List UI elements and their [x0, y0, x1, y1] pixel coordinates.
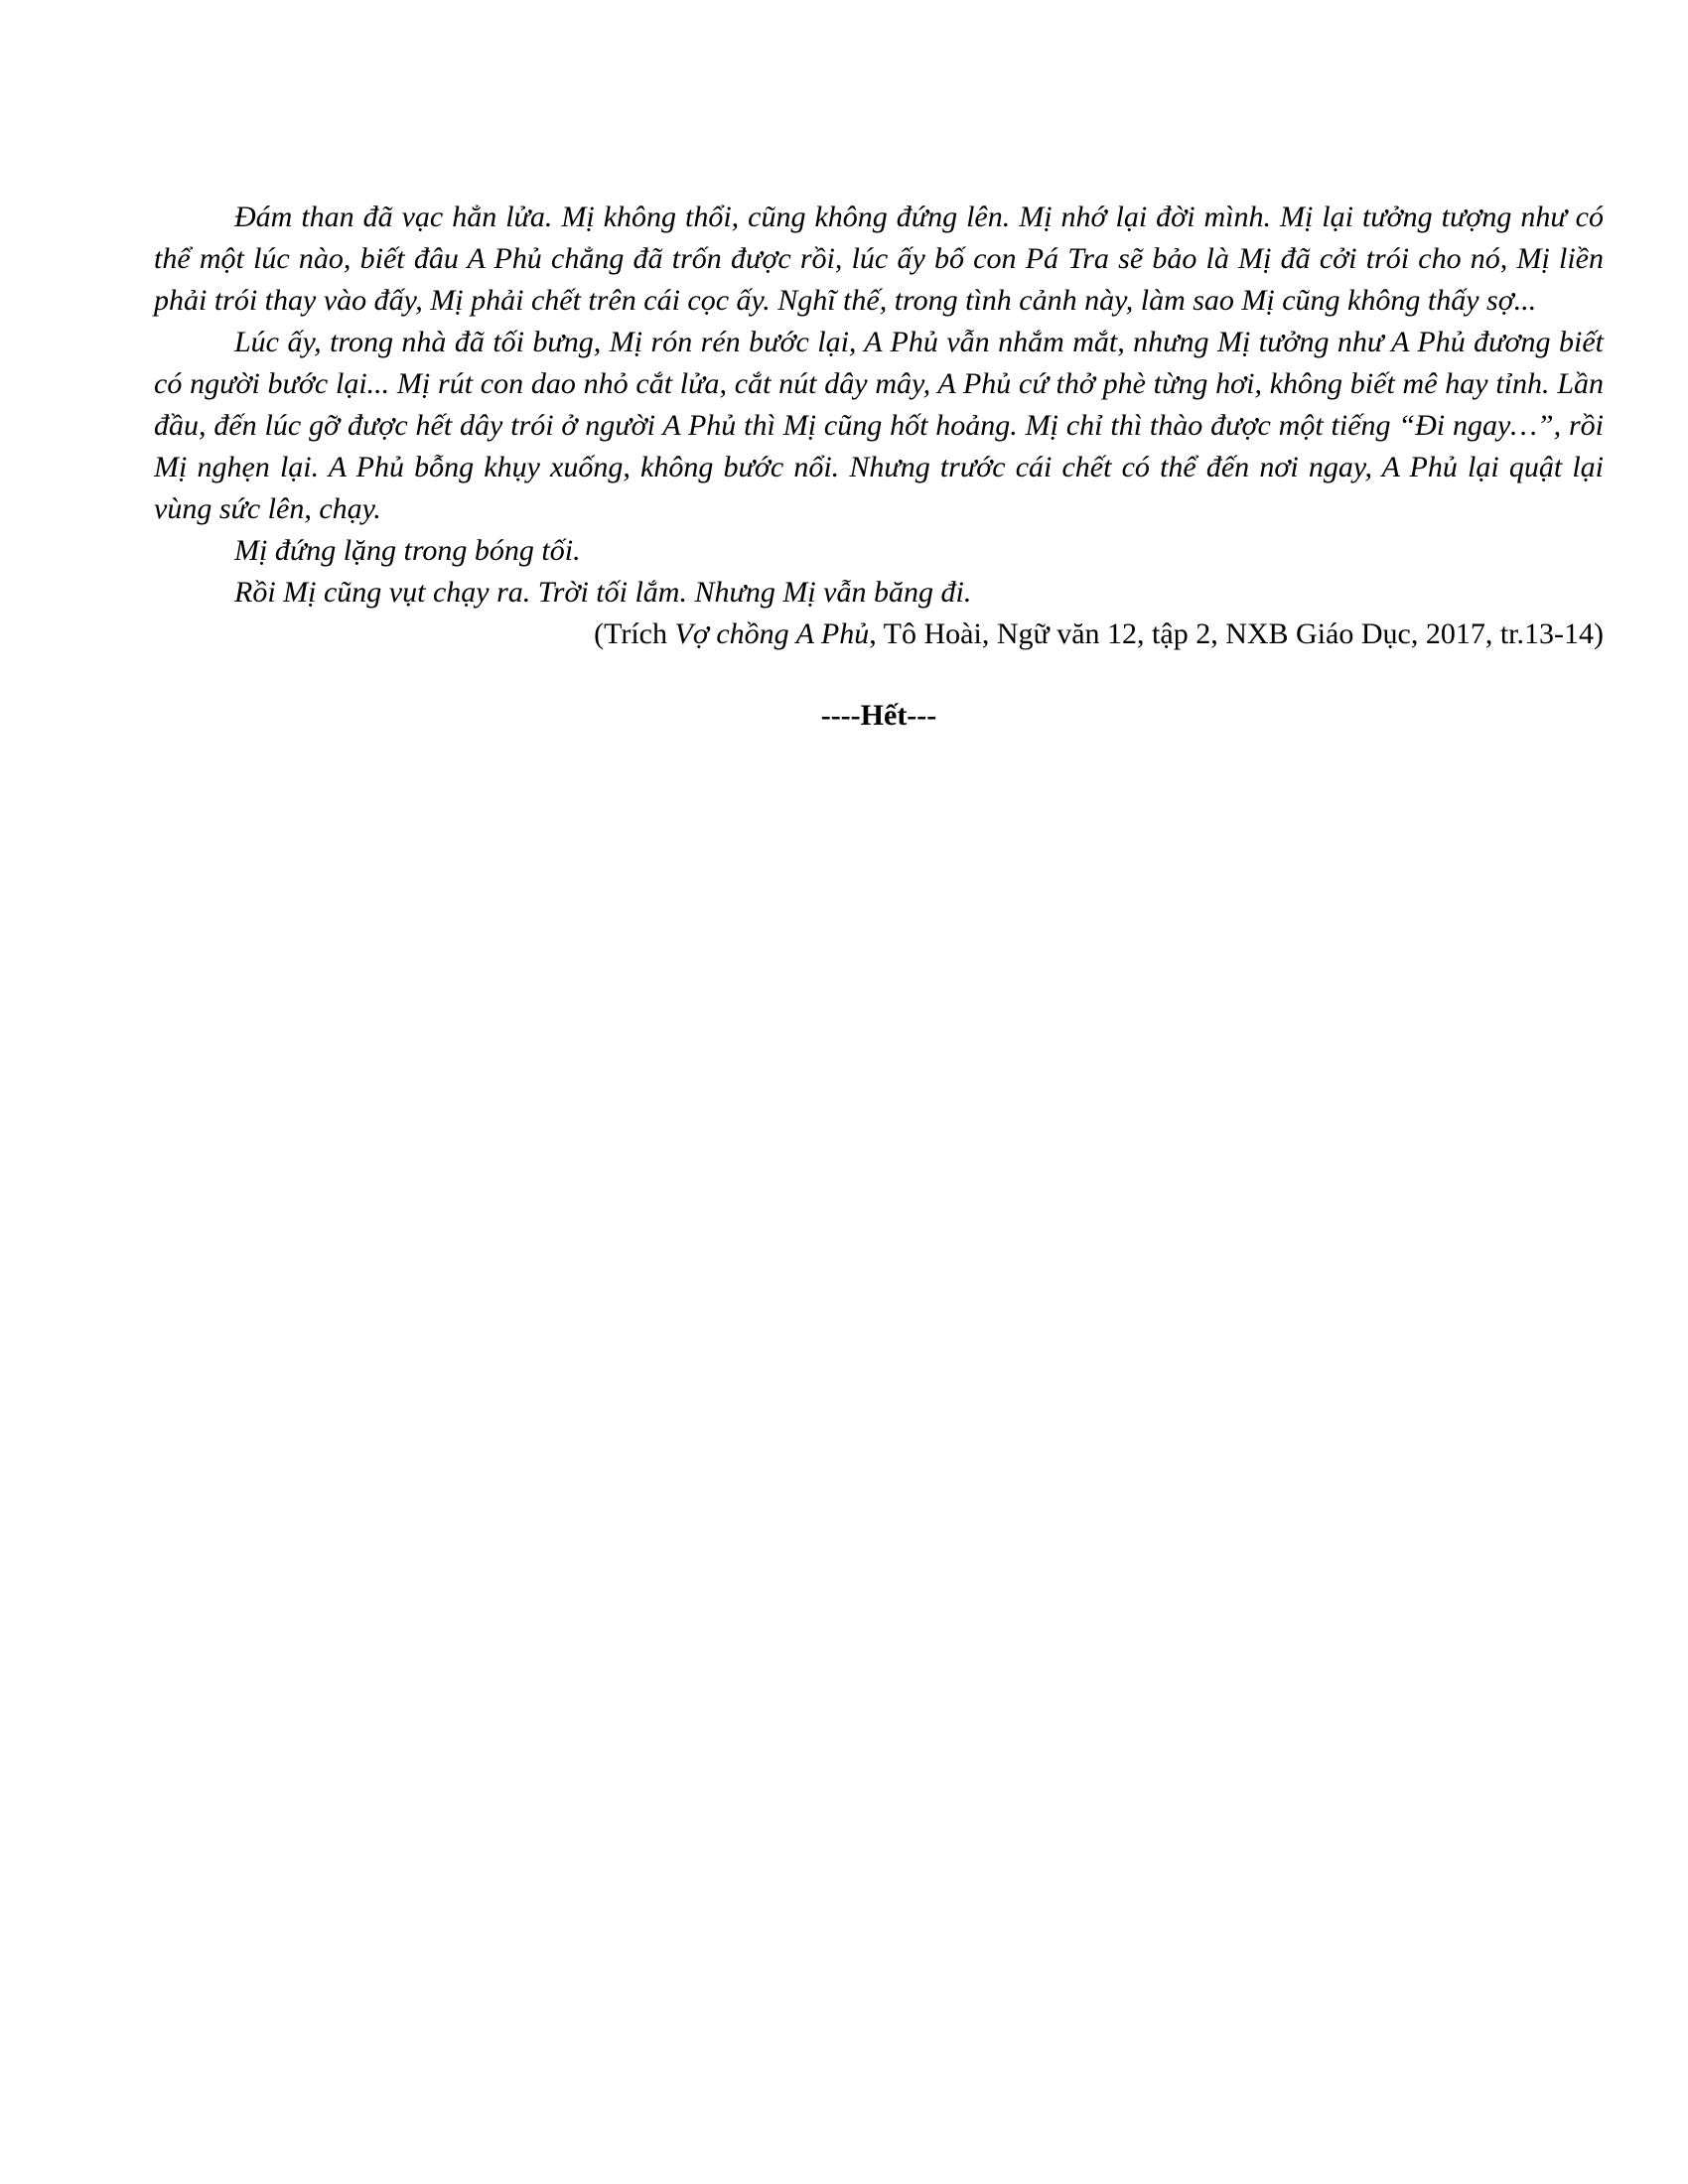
paragraph-2: Lúc ấy, trong nhà đã tối bưng, Mị rón rén bước lại, A Phủ vẫn nhắm mắt, nhưng Mị tưởng như A Phủ đương biết có người bước lại... Mị rút con dao nhỏ cắt lửa, cắt nút dây mây, A Phủ cứ thở phè từng hơi, không biết mê hay tỉnh. Lần đầu, đến lúc gỡ được hết dây trói ở người A Phủ thì Mị cũng hốt hoảng. Mị chỉ thì thào được một tiếng “Đi ngay…”, rồi Mị nghẹn lại. A Phủ bỗng khụy xuống, không bước nổi. Nhưng trước cái chết có thể đến nơi ngay, A Phủ lại quật lại vùng sức lên, chạy. [154, 326, 1604, 525]
end-mark: ----Hết--- [820, 699, 937, 732]
source-suffix: , Tô Hoài, Ngữ văn 12, tập 2, NXB Giáo Dục, 2017, tr.13-14) [869, 617, 1604, 650]
source-citation [154, 614, 1604, 655]
paragraph-1: Đám than đã vạc hẳn lửa. Mị không thổi, cũng không đứng lên. Mị nhớ lại đời mình. Mị lại tưởng tượng như có thể một lúc nào, biết đâu A Phủ chẳng đã trốn được rồi, lúc ấy bố con Pá Tra sẽ bảo là Mị đã cởi trói cho nó, Mị liền phải trói thay vào đấy, Mị phải chết trên cái cọc ấy. Nghĩ thế, trong tình cảnh này, làm sao Mị cũng không thấy sợ... [154, 201, 1604, 317]
passage-body [154, 197, 1604, 737]
paragraph-3: Mị đứng lặng trong bóng tối. [234, 534, 581, 567]
paragraph-4: Rồi Mị cũng vụt chạy ra. Trời tối lắm. Nhưng Mị vẫn băng đi. [234, 576, 972, 609]
source-title: Vợ chồng A Phủ [674, 617, 870, 650]
source-prefix: (Trích [594, 617, 675, 650]
